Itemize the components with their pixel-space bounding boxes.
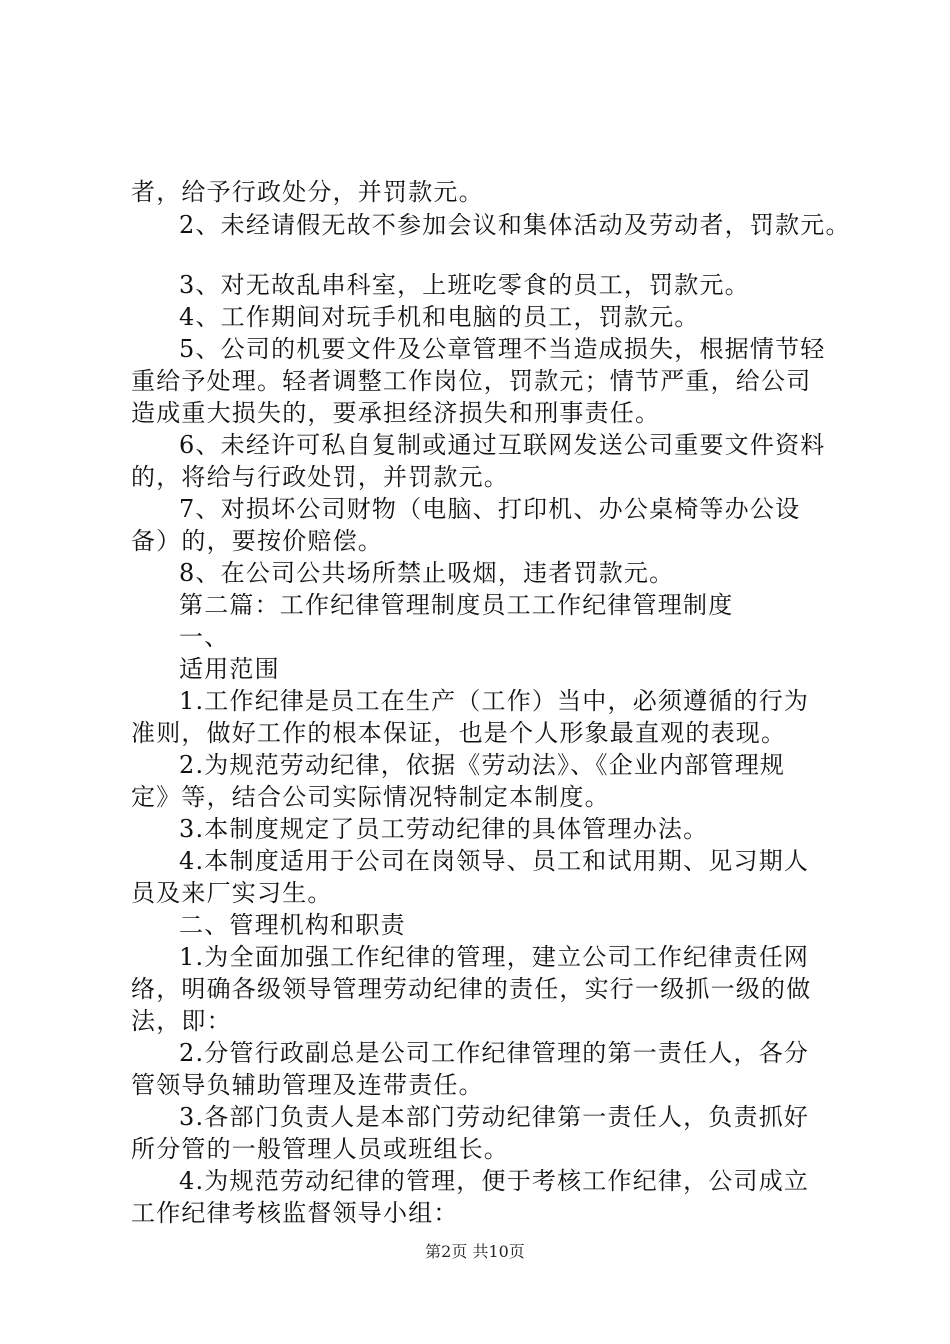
page-number-footer: 第2页 共10页 bbox=[425, 1242, 525, 1261]
section-number: 一、 bbox=[179, 623, 230, 651]
paragraph-line: 8、在公司公共场所禁止吸烟，违者罚款元。 bbox=[179, 559, 675, 587]
paragraph-line: 管领导负辅助管理及连带责任。 bbox=[131, 1071, 484, 1099]
paragraph-line: 6、未经许可私自复制或通过互联网发送公司重要文件资料 bbox=[179, 431, 826, 459]
paragraph-line: 法，即： bbox=[131, 1007, 232, 1035]
paragraph-line: 1.为全面加强工作纪律的管理，建立公司工作纪律责任网 bbox=[179, 943, 810, 971]
paragraph-line: 的，将给与行政处罚，并罚款元。 bbox=[131, 463, 509, 491]
paragraph-line: 重给予处理。轻者调整工作岗位，罚款元；情节严重，给公司 bbox=[131, 367, 812, 395]
paragraph-line: 1.工作纪律是员工在生产（工作）当中，必须遵循的行为 bbox=[179, 687, 810, 715]
paragraph-line: 3.各部门负责人是本部门劳动纪律第一责任人，负责抓好 bbox=[179, 1103, 810, 1131]
paragraph-line: 4、工作期间对玩手机和电脑的员工，罚款元。 bbox=[179, 303, 700, 331]
paragraph-line: 3.本制度规定了员工劳动纪律的具体管理办法。 bbox=[179, 815, 709, 843]
paragraph-line: 工作纪律考核监督领导小组： bbox=[131, 1199, 459, 1227]
paragraph-line: 4.为规范劳动纪律的管理，便于考核工作纪律，公司成立 bbox=[179, 1167, 810, 1195]
paragraph-line: 络，明确各级领导管理劳动纪律的责任，实行一级抓一级的做 bbox=[131, 975, 812, 1003]
paragraph-line: 5、公司的机要文件及公章管理不当造成损失，根据情节轻 bbox=[179, 335, 826, 363]
paragraph-line: 7、对损坏公司财物（电脑、打印机、办公桌椅等办公设 bbox=[179, 495, 801, 523]
section-heading: 适用范围 bbox=[179, 655, 280, 683]
paragraph-line: 者，给予行政处分，并罚款元。 bbox=[131, 178, 484, 206]
paragraph-line: 准则，做好工作的根本保证，也是个人形象最直观的表现。 bbox=[131, 719, 787, 747]
paragraph-line: 2、未经请假无故不参加会议和集体活动及劳动者，罚款元。 bbox=[179, 211, 851, 239]
paragraph-line: 4.本制度适用于公司在岗领导、员工和试用期、见习期人 bbox=[179, 847, 810, 875]
paragraph-line: 造成重大损失的，要承担经济损失和刑事责任。 bbox=[131, 399, 661, 427]
paragraph-line: 2.分管行政副总是公司工作纪律管理的第一责任人，各分 bbox=[179, 1039, 810, 1067]
paragraph-line: 2.为规范劳动纪律，依据《劳动法》、《企业内部管理规 bbox=[179, 751, 786, 779]
paragraph-line: 定》等，结合公司实际情况特制定本制度。 bbox=[131, 783, 610, 811]
paragraph-line: 备）的，要按价赔偿。 bbox=[131, 527, 383, 555]
paragraph-line: 3、对无故乱串科室，上班吃零食的员工，罚款元。 bbox=[179, 271, 750, 299]
section-heading: 二、管理机构和职责 bbox=[179, 911, 406, 939]
section-heading: 第二篇：工作纪律管理制度员工工作纪律管理制度 bbox=[179, 591, 734, 619]
paragraph-line: 所分管的一般管理人员或班组长。 bbox=[131, 1135, 509, 1163]
paragraph-line: 员及来厂实习生。 bbox=[131, 879, 333, 907]
